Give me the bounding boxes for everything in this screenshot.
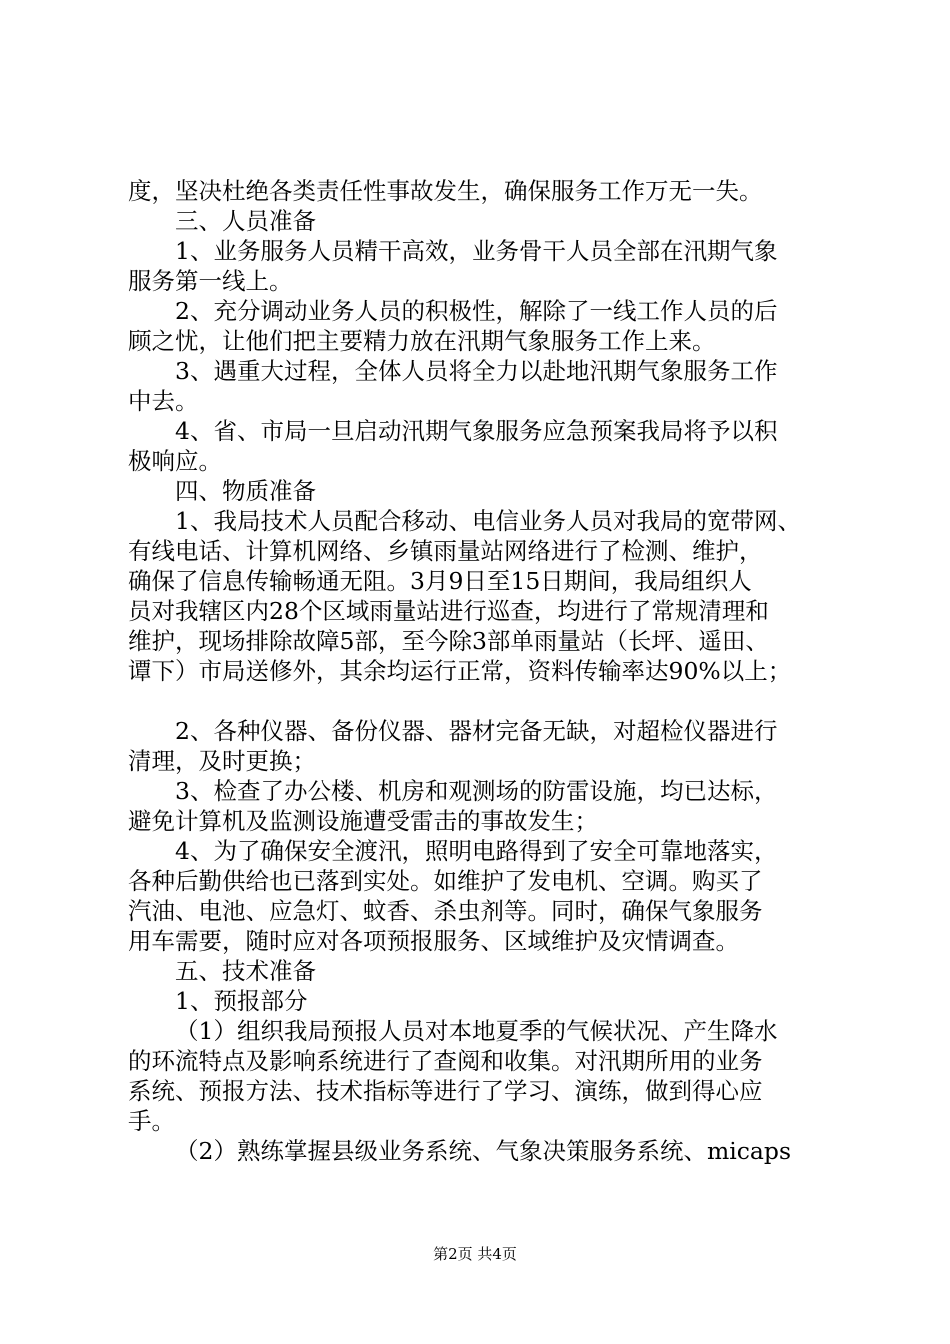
text-line: 系统、预报方法、技术指标等进行了学习、演练，做到得心应 (128, 1077, 763, 1105)
text-line: 用车需要，随时应对各项预报服务、区域维护及灾情调查。 (128, 927, 739, 955)
blank-line (128, 686, 838, 716)
text-line: 中去。 (128, 387, 199, 415)
text-line: 1、业务服务人员精干高效，业务骨干人员全部在汛期气象 (175, 237, 778, 265)
text-line: 确保了信息传输畅通无阻。3月9日至15日期间，我局组织人 (128, 567, 752, 595)
text-line: 1、我局技术人员配合移动、电信业务人员对我局的宽带网、 (175, 507, 801, 535)
subsection-heading: 1、预报部分 (175, 987, 308, 1015)
text-line: 维护，现场排除故障5部，至今除3部单雨量站（长坪、遥田、 (128, 627, 769, 655)
section-heading: 三、人员准备 (175, 207, 316, 235)
text-line: （1）组织我局预报人员对本地夏季的气候状况、产生降水 (175, 1017, 778, 1045)
section-heading: 四、物质准备 (175, 477, 316, 505)
text-line: 的环流特点及影响系统进行了查阅和收集。对汛期所用的业务 (128, 1047, 763, 1075)
text-line: 手。 (128, 1107, 175, 1135)
text-line: 各种后勤供给也已落到实处。如维护了发电机、空调。购买了 (128, 867, 763, 895)
document-body (128, 176, 838, 1166)
text-line: 2、各种仪器、备份仪器、器材完备无缺，对超检仪器进行 (175, 717, 778, 745)
text-line: 汽油、电池、应急灯、蚊香、杀虫剂等。同时，确保气象服务 (128, 897, 763, 925)
text-line: 度，坚决杜绝各类责任性事故发生，确保服务工作万无一失。 (128, 177, 763, 205)
text-line: 顾之忧，让他们把主要精力放在汛期气象服务工作上来。 (128, 327, 716, 355)
page-footer: 第2页 共4页 (433, 1245, 517, 1263)
text-line: （2）熟练掌握县级业务系统、气象决策服务系统、micaps (175, 1137, 792, 1165)
text-line: 避免计算机及监测设施遭受雷击的事故发生； (128, 807, 598, 835)
section-heading: 五、技术准备 (175, 957, 316, 985)
text-line: 员对我辖区内28个区域雨量站进行巡查，均进行了常规清理和 (128, 597, 769, 625)
text-line: 有线电话、计算机网络、乡镇雨量站网络进行了检测、维护， (128, 537, 763, 565)
text-line: 4、省、市局一旦启动汛期气象服务应急预案我局将予以积 (175, 417, 778, 445)
text-line: 清理，及时更换； (128, 747, 316, 775)
text-line: 极响应。 (128, 447, 222, 475)
text-line: 2、充分调动业务人员的积极性，解除了一线工作人员的后 (175, 297, 778, 325)
text-line: 谭下）市局送修外，其余均运行正常，资料传输率达90%以上； (128, 657, 792, 685)
text-line: 服务第一线上。 (128, 267, 293, 295)
text-line: 3、遇重大过程，全体人员将全力以赴地汛期气象服务工作 (175, 357, 778, 385)
text-line: 3、检查了办公楼、机房和观测场的防雷设施，均已达标， (175, 777, 778, 805)
text-line: 4、为了确保安全渡汛，照明电路得到了安全可靠地落实， (175, 837, 778, 865)
